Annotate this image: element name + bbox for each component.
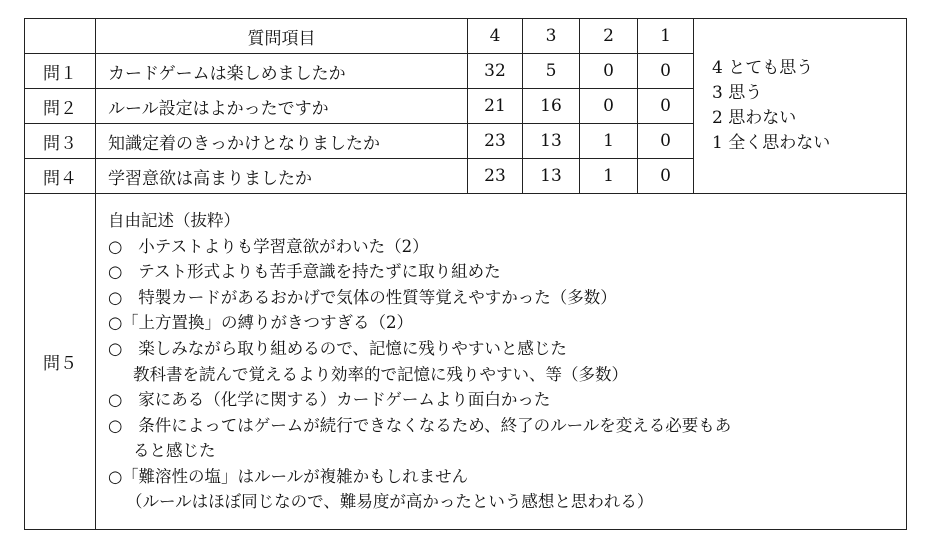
circle-bullet-icon: ○ [108,236,123,256]
value-4: 23 [468,159,523,194]
value-1: 0 [638,124,694,159]
question-text: 学習意欲は高まりましたか [96,159,468,194]
question-text: 知識定着のきっかけとなりましたか [96,124,468,159]
free-response-continuation: （ルールはほぼ同じなので、難易度が高かったという感想と思われる） [126,492,654,512]
question-text: カードゲームは楽しめましたか [96,54,468,89]
free-response-item: ○「上方置換」の縛りがきつすぎる（2） [108,310,898,336]
value-3: 5 [523,54,580,89]
circle-bullet-icon: ○ [108,466,123,486]
circle-bullet-icon: ○ [108,287,123,307]
question-label: 問１ [25,54,96,89]
circle-bullet-icon: ○ [108,390,123,410]
question-label: 問２ [25,89,96,124]
value-4: 32 [468,54,523,89]
free-response-cell [96,194,907,530]
free-response-item: ○ 楽しみながら取り組めるので、記憶に残りやすいと感じた [108,336,898,362]
value-2: 0 [580,89,638,124]
legend-item-2: 2 思わない [712,108,797,128]
value-2: 1 [580,159,638,194]
header-col-1: 1 [638,19,694,54]
free-response-item: ○ 家にある（化学に関する）カードゲームより面白かった [108,387,898,413]
legend-cell [694,19,907,194]
value-1: 0 [638,54,694,89]
header-row [25,19,907,54]
circle-bullet-icon: ○ [108,313,123,333]
header-col-4: 4 [468,19,523,54]
header-col-3: 3 [523,19,580,54]
legend-item-1: 1 全く思わない [712,133,831,153]
value-1: 0 [638,89,694,124]
corner-cell [25,19,96,54]
value-3: 16 [523,89,580,124]
value-2: 1 [580,124,638,159]
value-4: 21 [468,89,523,124]
legend-item-3: 3 思う [712,83,763,103]
question-text: ルール設定はよかったですか [96,89,468,124]
question-label: 問５ [25,194,96,530]
free-response-item: ○ 特製カードがあるおかげで気体の性質等覚えやすかった（多数） [108,285,898,311]
circle-bullet-icon: ○ [108,415,123,435]
value-2: 0 [580,54,638,89]
header-col-2: 2 [580,19,638,54]
value-3: 13 [523,159,580,194]
free-response-title: 自由記述（抜粋） [108,210,240,230]
value-1: 0 [638,159,694,194]
value-4: 23 [468,124,523,159]
header-question-item: 質問項目 [96,19,468,54]
free-response-item: ○「難溶性の塩」はルールが複雑かもしれません [108,464,898,490]
free-response-item: ○ テスト形式よりも苦手意識を持たずに取り組めた [108,259,898,285]
question-label: 問４ [25,159,96,194]
circle-bullet-icon: ○ [108,338,123,358]
free-response-item: ○ 小テストよりも学習意欲がわいた（2） [108,234,898,260]
free-response-continuation: ると感じた [133,441,216,461]
free-response-continuation: 教科書を読んで覚えるより効率的で記憶に残りやすい、等（多数） [133,364,628,384]
legend-item-4: 4 とても思う [712,58,814,78]
free-response-row [25,194,907,530]
circle-bullet-icon: ○ [108,262,123,282]
free-response-item: ○ 条件によってはゲームが続行できなくなるため、終了のルールを変える必要もあ [108,413,898,439]
survey-table [24,18,907,530]
value-3: 13 [523,124,580,159]
question-label: 問３ [25,124,96,159]
